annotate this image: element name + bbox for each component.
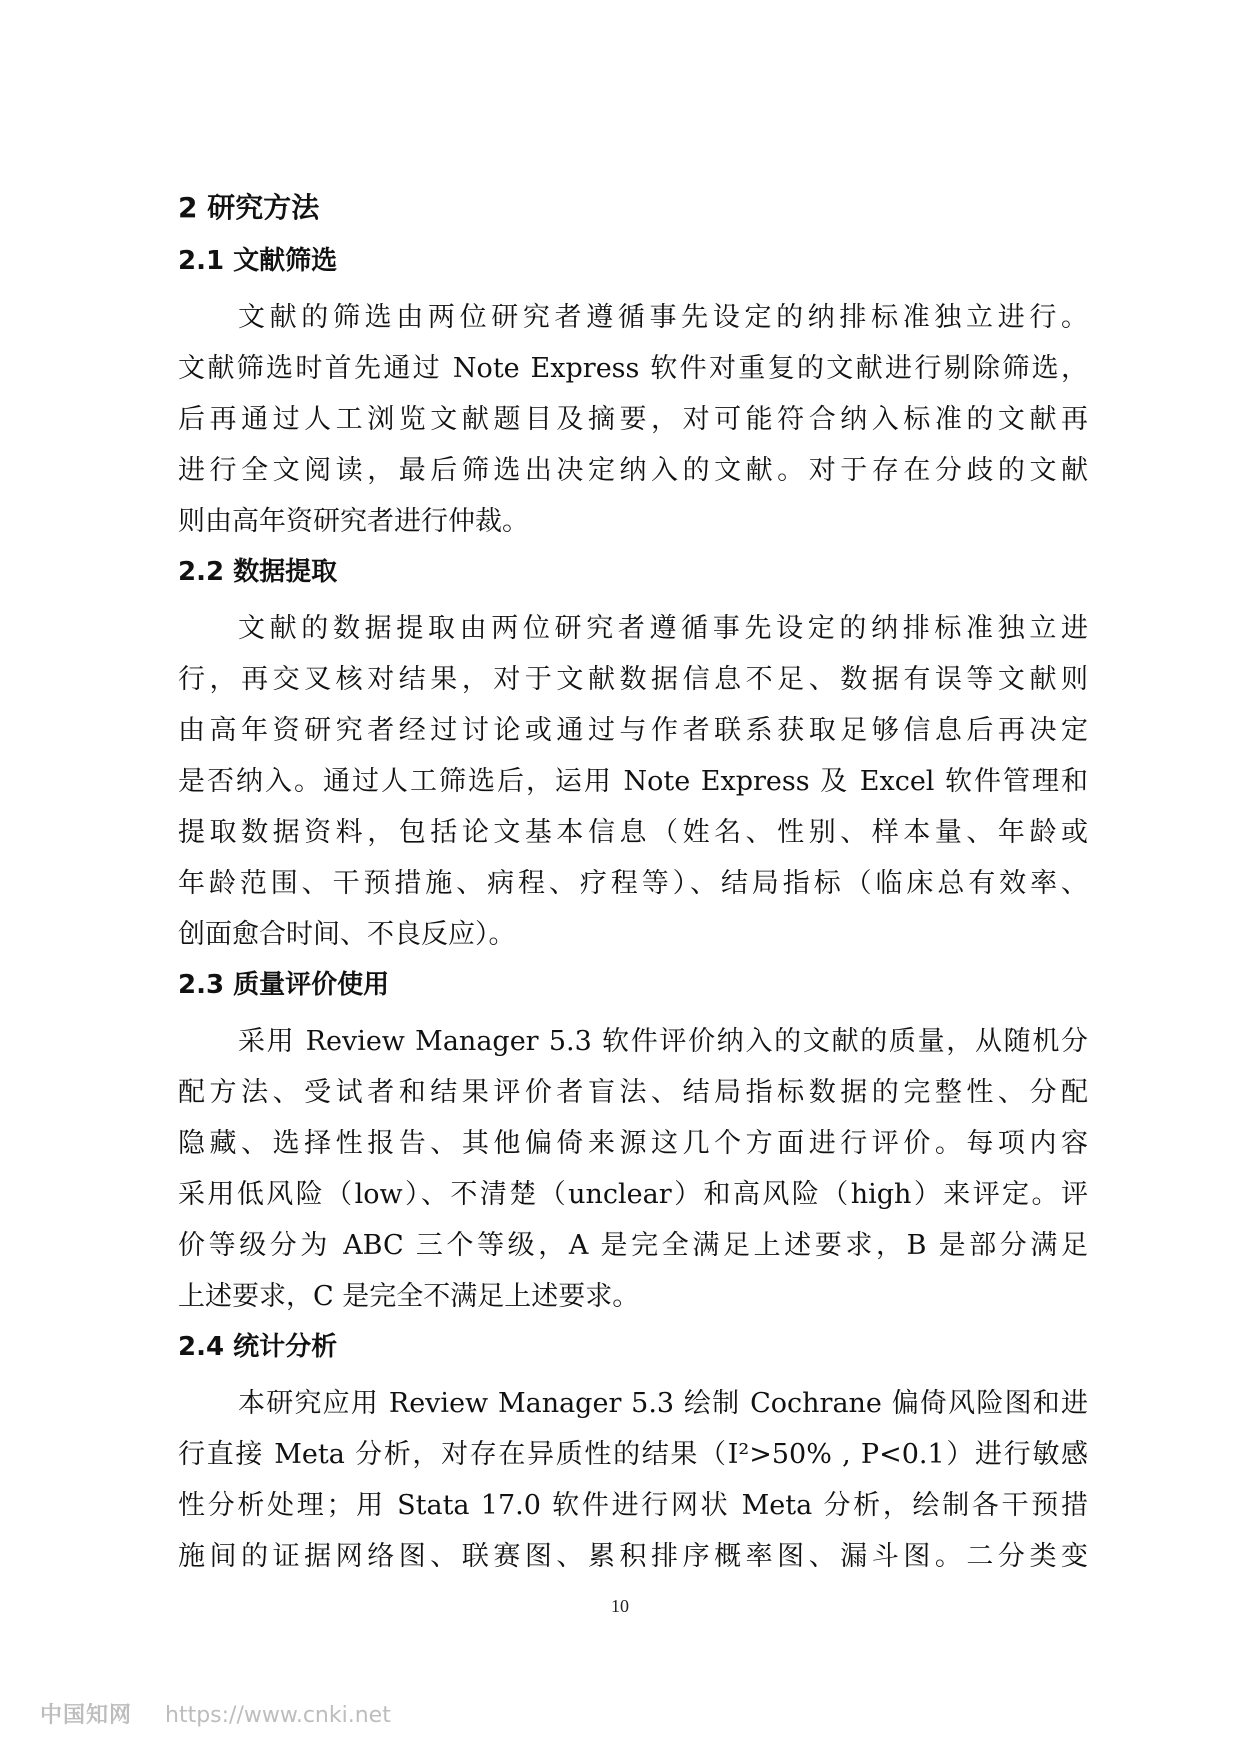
- paragraph-line: 本研究应用 Review Manager 5.3 绘制 Cochrane 偏倚风险图和进: [238, 1388, 1088, 1419]
- paragraph-line: 采用低风险（low）、不清楚（unclear）和高风险（high）来评定。评: [178, 1179, 1088, 1210]
- paragraph-line: 文献筛选时首先通过 Note Express 软件对重复的文献进行剔除筛选，: [178, 353, 1088, 384]
- paragraph-line: 采用 Review Manager 5.3 软件评价纳入的文献的质量，从随机分: [238, 1026, 1088, 1057]
- paragraph: [178, 292, 1088, 547]
- paragraph-line: 文献的筛选由两位研究者遵循事先设定的纳排标准独立进行。: [238, 302, 1088, 333]
- paragraph-line: 进行全文阅读，最后筛选出决定纳入的文献。对于存在分歧的文献: [178, 455, 1088, 486]
- paragraph-line: 上述要求，C 是完全不满足上述要求。: [178, 1281, 640, 1312]
- paragraph-line: 提取数据资料，包括论文基本信息（姓名、性别、样本量、年龄或: [178, 817, 1088, 848]
- cnki-watermark: [40, 1698, 391, 1729]
- page-number: 10: [611, 1596, 629, 1616]
- paragraph: [178, 603, 1088, 960]
- paragraph-line: 性分析处理；用 Stata 17.0 软件进行网状 Meta 分析，绘制各干预措: [178, 1490, 1088, 1521]
- paragraph-line: 后再通过人工浏览文献题目及摘要，对可能符合纳入标准的文献再: [178, 404, 1088, 435]
- cnki-url: https://www.cnki.net: [165, 1703, 391, 1728]
- section-heading: 2 研究方法: [178, 191, 320, 224]
- paragraph-line: 价等级分为 ABC 三个等级，A 是完全满足上述要求，B 是部分满足: [178, 1230, 1088, 1261]
- paragraph-line: 创面愈合时间、不良反应）。: [178, 919, 516, 950]
- paragraph-line: 则由高年资研究者进行仲裁。: [178, 506, 529, 537]
- subsection-heading: 2.4 统计分析: [178, 1332, 338, 1362]
- subsection-heading: 2.1 文献筛选: [178, 246, 338, 276]
- paragraph-line: 隐藏、选择性报告、其他偏倚来源这几个方面进行评价。每项内容: [178, 1128, 1088, 1159]
- paragraph: [178, 1378, 1088, 1582]
- paragraph-line: 是否纳入。通过人工筛选后，运用 Note Express 及 Excel 软件管理和: [178, 766, 1088, 797]
- paragraph-line: 由高年资研究者经过讨论或通过与作者联系获取足够信息后再决定: [178, 715, 1088, 746]
- paragraph-line: 行，再交叉核对结果，对于文献数据信息不足、数据有误等文献则: [178, 664, 1088, 695]
- paragraph-line: 施间的证据网络图、联赛图、累积排序概率图、漏斗图。二分类变: [178, 1541, 1088, 1572]
- paragraph-line: 文献的数据提取由两位研究者遵循事先设定的纳排标准独立进: [238, 613, 1088, 644]
- paragraph-line: 年龄范围、干预措施、病程、疗程等）、结局指标（临床总有效率、: [178, 868, 1088, 899]
- subsection-heading: 2.2 数据提取: [178, 557, 338, 587]
- paragraph-line: 行直接 Meta 分析，对存在异质性的结果（I²>50% , P<0.1）进行敏感: [178, 1439, 1088, 1470]
- subsection-heading: 2.3 质量评价使用: [178, 970, 390, 1000]
- page-content: [178, 188, 1088, 1588]
- paragraph-line: 配方法、受试者和结果评价者盲法、结局指标数据的完整性、分配: [178, 1077, 1088, 1108]
- paragraph: [178, 1016, 1088, 1322]
- cnki-logo: 中国知网: [40, 1703, 133, 1728]
